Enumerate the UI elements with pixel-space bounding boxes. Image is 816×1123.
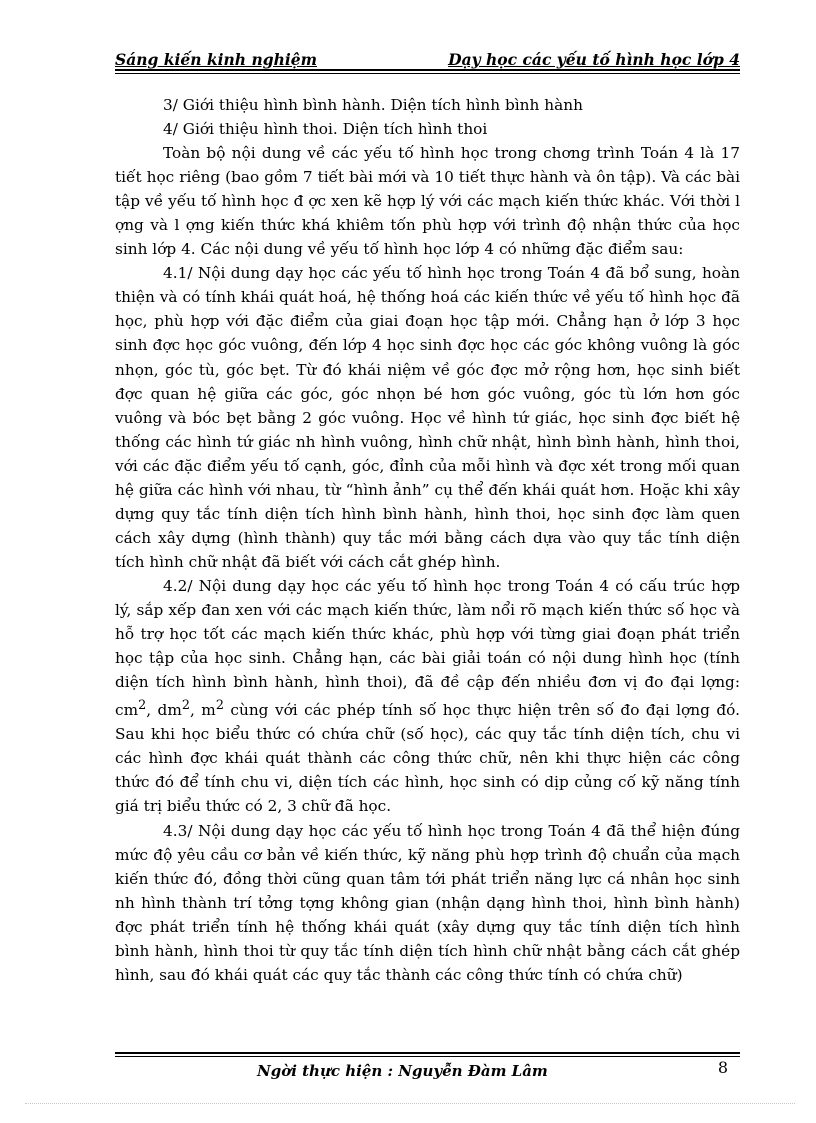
paragraph-4-2-text-d: cùng với các phép tính số học thực hiện trên số đo đại lợng đó. Sau khi học biểu thức có chứa chữ (số học), các quy tắc tính diện tích, chu vi các hình đợc khái quát thành các công thức chữ, nên khi thực hiện các công thức đó để tính chu vi, diện tích các hình, học sinh có dịp củng cố kỹ năng tính giá trị biểu thức có 2, 3 chữ đã học. <box>115 701 740 816</box>
footer-rule-thin <box>115 1056 740 1057</box>
footer-author: Ngời thực hiện : Nguyễn Đàm Lâm <box>257 1062 548 1080</box>
page-header <box>115 50 740 68</box>
header-rule-thin <box>115 73 740 74</box>
paragraph-4-3: 4.3/ Nội dung dạy học các yếu tố hình học trong Toán 4 đã thể hiện đúng mức độ yêu cầu cơ bản về kiến thức, kỹ năng phù hợp trình độ chuẩn của mạch kiến thức đó, đồng thời cũng quan tâm tới phát triển năng lực cá nhân học sinh nh hình thành trí tởng tợng không gian (nhận dạng hình thoi, hình bình hành) đợc phát triển tính hệ thống khái quát (xây dựng quy tắc tính diện tích hình bình hành, hình thoi từ quy tắc tính diện tích hình chữ nhật bằng cách cắt ghép hình, sau đó khái quát các quy tắc thành các công thức tính có chứa chữ) <box>115 821 740 984</box>
page-bottom-divider <box>25 1103 795 1104</box>
paragraph-4-2 <box>115 574 740 819</box>
paragraph-4-2-text-c: , m <box>189 701 216 720</box>
superscript-cm2: 2 <box>138 698 147 714</box>
superscript-dm2: 2 <box>181 698 190 714</box>
paragraph-item-4: 4/ Giới thiệu hình thoi. Diện tích hình thoi <box>163 120 488 139</box>
paragraph-intro: Toàn bộ nội dung về các yếu tố hình học trong chơng trình Toán 4 là 17 tiết học riêng (bao gồm 7 tiết bài mới và 10 tiết thực hành và ôn tập). Và các bài tập về yếu tố hình học đ ợc xen kẽ hợp lý với các mạch kiến thức khác. Với thời l ợng và l ợng kiến thức khá khiêm tốn phù hợp với trình độ nhận thức của học sinh lớp 4. Các nội dung về yếu tố hình học lớp 4 có những đặc điểm sau: <box>115 144 740 259</box>
header-rule-thick <box>115 69 740 71</box>
page-number: 8 <box>717 1058 728 1077</box>
paragraph-item-3: 3/ Giới thiệu hình bình hành. Diện tích hình bình hành <box>163 96 583 114</box>
page-footer <box>115 1058 740 1080</box>
superscript-m2: 2 <box>215 698 224 714</box>
paragraph-4-2-text-a: 4.2/ Nội dung dạy học các yếu tố hình học trong Toán 4 có cấu trúc hợp lý, sắp xếp đan xen với các mạch kiến thức, làm nổi rõ mạch kiến thức số học và hỗ trợ học tốt các mạch kiến thức khác, phù hợp với từng giai đoạn phát triển học tập của học sinh. Chẳng hạn, các bài giải toán có nội dung hình học (tính diện tích hình bình hành, hình thoi), đã đề cập đến nhiều đơn vị đo đại lợng: cm <box>115 576 740 720</box>
footer-rule-thick <box>115 1052 740 1054</box>
header-left: Sáng kiến kinh nghiệm <box>115 50 317 69</box>
header-right: Dạy học các yếu tố hình học lớp 4 <box>448 50 740 69</box>
paragraph-4-1: 4.1/ Nội dung dạy học các yếu tố hình học trong Toán 4 đã bổ sung, hoàn thiện và có tính khái quát hoá, hệ thống hoá các kiến thức về yếu tố hình học đã học, phù hợp với đặc điểm của giai đoạn học tập mới. Chẳng hạn ở lớp 3 học sinh đợc học góc vuông, đến lớp 4 học sinh đợc học các góc không vuông là góc nhọn, góc tù, góc bẹt. Từ đó khái niệm về góc đợc mở rộng hơn, học sinh biết đợc quan hệ giữa các góc, góc nhọn bé hơn góc vuông, góc tù lớn hơn góc vuông và bóc bẹt bằng 2 góc vuông. Học về hình tứ giác, học sinh đợc biết hệ thống các hình tứ giác nh hình vuông, hình chữ nhật, hình bình hành, hình thoi, với các đặc điểm yếu tố cạnh, góc, đỉnh của mỗi hình và đợc xét trong mối quan hệ giữa các hình với nhau, từ “hình ảnh” cụ thể đến khái quát hơn. Hoặc khi xây dựng quy tắc tính diện tích hình bình hành, hình thoi, học sinh đợc làm quen cách xây dựng (hình thành) quy tắc mới bằng cách dựa vào quy tắc tính diện tích hình chữ nhật đã biết với cách cắt ghép hình. <box>115 264 740 571</box>
body-text <box>115 93 740 987</box>
paragraph-4-2-text-b: , dm <box>146 701 182 720</box>
